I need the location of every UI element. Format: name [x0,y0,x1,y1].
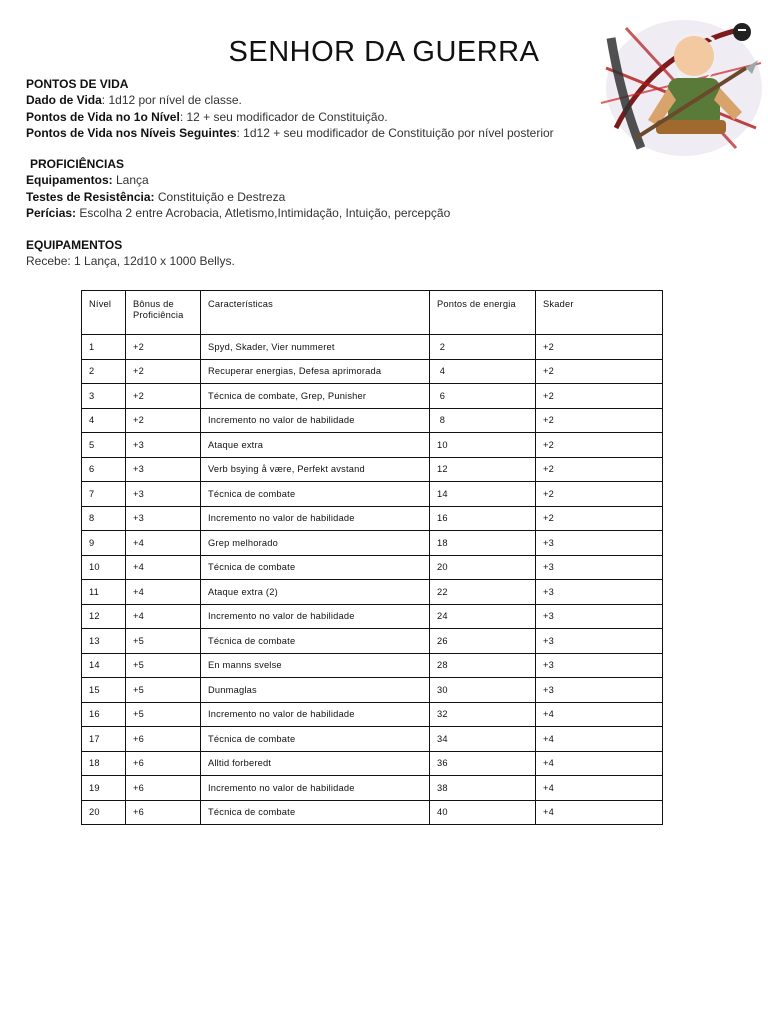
header-bonus-proficiencia: Bônus de Proficiência [126,291,201,335]
cell-caracteristicas: Incremento no valor de habilidade [201,408,430,433]
cell-pontos-energia: 24 [430,604,536,629]
cell-pontos-energia: 22 [430,580,536,605]
character-illustration [596,8,766,160]
pv-niveis-seguintes-label: Pontos de Vida nos Níveis Seguintes [26,125,237,140]
cell-pontos-energia: 6 [430,384,536,409]
cell-bonus: +4 [126,604,201,629]
table-row [82,653,663,678]
header-skader: Skader [536,291,663,335]
cell-pontos-energia: 38 [430,776,536,801]
header-pontos-energia: Pontos de energia [430,291,536,335]
cell-bonus: +4 [126,555,201,580]
cell-pontos-energia: 16 [430,506,536,531]
cell-caracteristicas: En manns svelse [201,653,430,678]
proficiencias-heading: PROFICIÊNCIAS [30,157,125,171]
cell-bonus: +4 [126,531,201,556]
cell-bonus: +2 [126,359,201,384]
cell-nivel: 18 [82,751,126,776]
cell-nivel: 3 [82,384,126,409]
table-row [82,678,663,703]
cell-nivel: 7 [82,482,126,507]
equipamentos-prof-label: Equipamentos: [26,173,113,188]
cell-nivel: 9 [82,531,126,556]
table-row [82,482,663,507]
cell-caracteristicas: Verb bsying å være, Perfekt avstand [201,457,430,482]
cell-caracteristicas: Técnica de combate [201,727,430,752]
cell-skader: +2 [536,335,663,360]
cell-skader: +4 [536,702,663,727]
cell-caracteristicas: Ataque extra [201,433,430,458]
cell-nivel: 2 [82,359,126,384]
pontos-de-vida-section [26,76,554,141]
table-header-row [82,291,663,335]
table-row [82,727,663,752]
cell-bonus: +5 [126,653,201,678]
cell-pontos-energia: 30 [430,678,536,703]
cell-bonus: +3 [126,506,201,531]
cell-bonus: +5 [126,702,201,727]
cell-skader: +2 [536,482,663,507]
table-row [82,335,663,360]
cell-caracteristicas: Recuperar energias, Defesa aprimorada [201,359,430,384]
cell-caracteristicas: Incremento no valor de habilidade [201,604,430,629]
cell-caracteristicas: Grep melhorado [201,531,430,556]
cell-pontos-energia: 2 [430,335,536,360]
cell-skader: +2 [536,384,663,409]
header-nivel: Nível [82,291,126,335]
cell-nivel: 20 [82,800,126,825]
table-row [82,384,663,409]
cell-bonus: +3 [126,433,201,458]
dado-de-vida-text: : 1d12 por nível de classe. [101,93,242,108]
cell-caracteristicas: Técnica de combate [201,800,430,825]
pontos-de-vida-heading: PONTOS DE VIDA [26,77,129,91]
cell-skader: +3 [536,629,663,654]
cell-bonus: +5 [126,678,201,703]
cell-caracteristicas: Ataque extra (2) [201,580,430,605]
cell-pontos-energia: 18 [430,531,536,556]
cell-caracteristicas: Técnica de combate, Grep, Punisher [201,384,430,409]
cell-bonus: +4 [126,580,201,605]
cell-skader: +3 [536,653,663,678]
cell-nivel: 13 [82,629,126,654]
cell-pontos-energia: 10 [430,433,536,458]
table-row [82,629,663,654]
cell-nivel: 19 [82,776,126,801]
table-row [82,555,663,580]
cell-caracteristicas: Alltid forberedt [201,751,430,776]
cell-caracteristicas: Incremento no valor de habilidade [201,702,430,727]
cell-skader: +2 [536,457,663,482]
cell-bonus: +2 [126,335,201,360]
cell-nivel: 4 [82,408,126,433]
pv-nivel-1-text: : 12 + seu modificador de Constituição. [179,109,388,124]
pv-niveis-seguintes-text: : 1d12 + seu modificador de Constituição por nível posterior [236,125,554,140]
cell-pontos-energia: 34 [430,727,536,752]
cell-skader: +3 [536,604,663,629]
proficiencias-section [26,156,450,221]
pv-nivel-1-label: Pontos de Vida no 1o Nível [26,109,180,124]
cell-caracteristicas: Dunmaglas [201,678,430,703]
pericias-label: Perícias: [26,205,77,220]
cell-nivel: 6 [82,457,126,482]
cell-pontos-energia: 8 [430,408,536,433]
cell-nivel: 5 [82,433,126,458]
table-row [82,408,663,433]
table-row [82,800,663,825]
cell-nivel: 8 [82,506,126,531]
table-row [82,457,663,482]
cell-skader: +4 [536,776,663,801]
cell-nivel: 15 [82,678,126,703]
cell-pontos-energia: 26 [430,629,536,654]
cell-skader: +3 [536,580,663,605]
testes-resistencia-text: Constituição e Destreza [154,189,286,204]
table-row [82,776,663,801]
pericias-text: Escolha 2 entre Acrobacia, Atletismo,Intimidação, Intuição, percepção [76,205,451,220]
cell-bonus: +3 [126,482,201,507]
cell-nivel: 16 [82,702,126,727]
cell-bonus: +6 [126,751,201,776]
cell-pontos-energia: 32 [430,702,536,727]
cell-nivel: 14 [82,653,126,678]
cell-skader: +4 [536,727,663,752]
table-row [82,751,663,776]
level-table [81,290,663,825]
cell-nivel: 17 [82,727,126,752]
cell-caracteristicas: Técnica de combate [201,629,430,654]
cell-skader: +4 [536,800,663,825]
cell-skader: +4 [536,751,663,776]
table-row [82,359,663,384]
cell-bonus: +6 [126,800,201,825]
equipamentos-text: Recebe: 1 Lança, 12d10 x 1000 Bellys. [26,254,235,269]
cell-caracteristicas: Spyd, Skader, Vier nummeret [201,335,430,360]
cell-pontos-energia: 36 [430,751,536,776]
cell-skader: +2 [536,506,663,531]
cell-pontos-energia: 14 [430,482,536,507]
equipamentos-prof-text: Lança [112,173,149,188]
cell-pontos-energia: 28 [430,653,536,678]
table-row [82,604,663,629]
table-row [82,531,663,556]
cell-bonus: +2 [126,408,201,433]
cell-bonus: +5 [126,629,201,654]
cell-skader: +3 [536,555,663,580]
header-caracteristicas: Características [201,291,430,335]
cell-nivel: 10 [82,555,126,580]
dado-de-vida-label: Dado de Vida [26,93,102,108]
cell-bonus: +6 [126,776,201,801]
cell-skader: +2 [536,433,663,458]
cell-pontos-energia: 4 [430,359,536,384]
page-title: SENHOR DA GUERRA [228,36,540,68]
cell-bonus: +2 [126,384,201,409]
cell-caracteristicas: Incremento no valor de habilidade [201,776,430,801]
cell-caracteristicas: Técnica de combate [201,555,430,580]
cell-skader: +2 [536,408,663,433]
equipamentos-section [26,237,235,270]
cell-bonus: +6 [126,727,201,752]
cell-skader: +3 [536,678,663,703]
cell-bonus: +3 [126,457,201,482]
cell-skader: +3 [536,531,663,556]
table-row [82,702,663,727]
cell-nivel: 12 [82,604,126,629]
cell-nivel: 11 [82,580,126,605]
cell-caracteristicas: Técnica de combate [201,482,430,507]
cell-nivel: 1 [82,335,126,360]
cell-pontos-energia: 12 [430,457,536,482]
table-row [82,580,663,605]
cell-pontos-energia: 20 [430,555,536,580]
cell-caracteristicas: Incremento no valor de habilidade [201,506,430,531]
table-row [82,433,663,458]
cell-skader: +2 [536,359,663,384]
cell-pontos-energia: 40 [430,800,536,825]
table-row [82,506,663,531]
testes-resistencia-label: Testes de Resistência: [26,189,155,204]
equipamentos-heading: EQUIPAMENTOS [26,238,123,252]
